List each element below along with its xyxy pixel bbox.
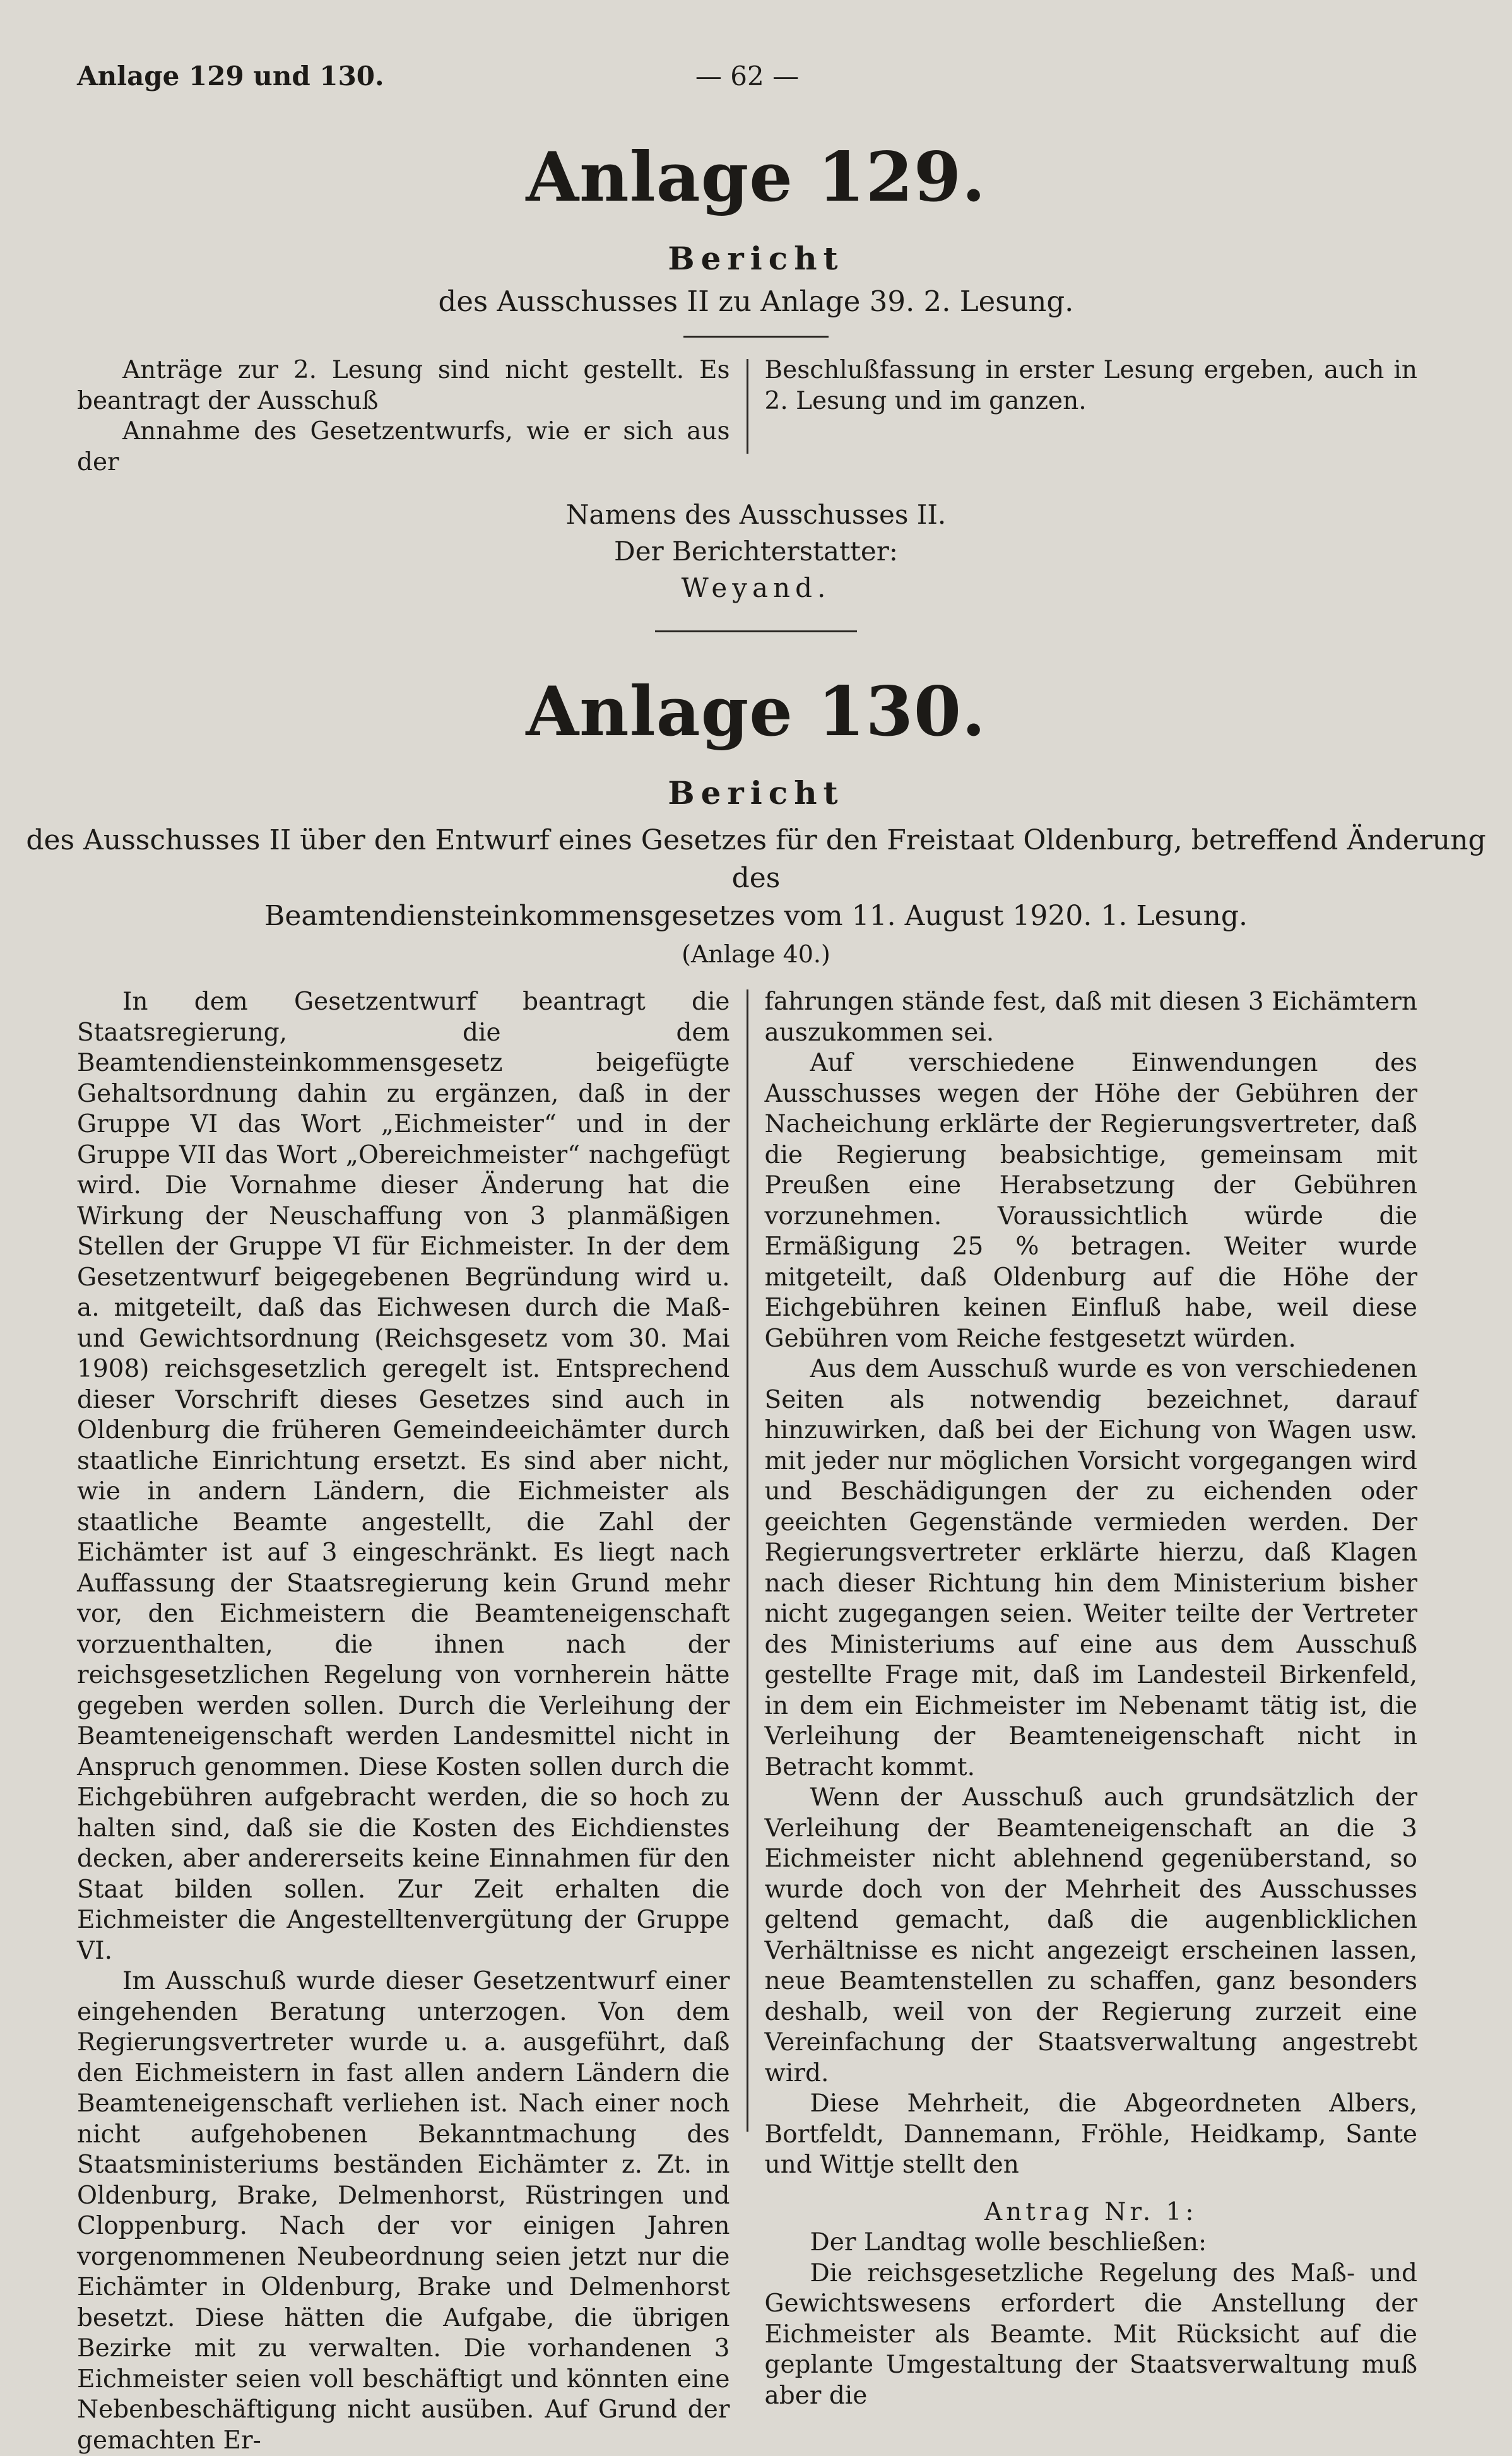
anlage-129-col-left xyxy=(77,355,730,478)
anlage-129-col-right xyxy=(765,355,1418,478)
paragraph: Auf verschiedene Einwendungen des Ausschusses wegen der Höhe der Gebühren der Nacheichung erklärte der Regierungsvertreter, daß die Regierung beabsichtige, gemeinsam mit Preußen eine Herabsetzung der Gebühren vorzunehmen. Voraussichtlich würde die Ermäßigung 25 % betragen. Weiter wurde mitgeteilt, daß Oldenburg auf die Höhe der Eichgebühren keinen Einfluß habe, weil diese Gebühren vom Reiche festgesetzt würden. xyxy=(764,1049,1417,1353)
running-header-left: Anlage 129 und 130. xyxy=(77,61,384,92)
paragraph: Diese Mehrheit, die Abgeordneten Albers, Bortfeldt, Dannemann, Fröhle, Heidkamp, Sante und Wittje stellt den xyxy=(764,2089,1417,2179)
divider-short xyxy=(683,336,829,338)
anlage-129-subtitle: des Ausschusses II zu Anlage 39. 2. Lesung. xyxy=(438,285,1074,318)
antrag-intro: Der Landtag wolle beschließen: xyxy=(810,2228,1207,2257)
paragraph: Aus dem Ausschuß wurde es von verschiedenen Seiten als notwendig bezeichnet, darauf hinzuwirken, daß bei der Eichung von Wagen usw. mit jeder nur möglichen Vorsicht vorgegangen wird und Beschädigungen der zu eichenden oder geeichten Gegenstände vermieden werden. Der Regierungsvertreter erklärte hierzu, daß Klagen nach dieser Richtung hin dem Ministerium bisher nicht zugegangen seien. Weiter teilte der Vertreter des Ministeriums auf eine aus dem Ausschuß gestellte Frage mit, daß im Landesteil Birkenfeld, in dem ein Eichmeister im Nebenamt tätig ist, die Verleihung der Beamteneigenschaft nicht in Betracht kommt. xyxy=(764,1355,1417,1781)
column-divider xyxy=(747,989,748,2132)
section-anlage-129 xyxy=(0,138,1512,632)
section-anlage-130 xyxy=(0,672,1512,2456)
paragraph: Annahme des Gesetzentwurfs, wie er sich aus der xyxy=(77,417,730,476)
anlage-129-signature xyxy=(0,497,1512,606)
paragraph: Anträge zur 2. Lesung sind nicht gestellt. Es beantragt der Ausschuß xyxy=(77,356,730,415)
subtitle-reference: (Anlage 40.) xyxy=(682,940,830,968)
anlage-129-title: Anlage 129. xyxy=(526,138,986,217)
anlage-129-bericht-heading: Bericht xyxy=(668,240,844,277)
antrag-heading: Antrag Nr. 1: xyxy=(984,2197,1198,2226)
antrag-text: Die reichsgesetzliche Regelung des Maß- und Gewichtswesens erfordert die Anstellung der Eichmeister als Beamte. Mit Rücksicht auf die geplante Umgestaltung der Staatsverwaltung muß aber die xyxy=(764,2258,1417,2410)
paragraph: Im Ausschuß wurde dieser Gesetzentwurf einer eingehenden Beratung unterzogen. Von dem Regierungsvertreter wurde u. a. ausgeführt, daß den Eichmeistern in fast allen andern Ländern die Beamteneigenschaft verliehen ist. Nach einer noch nicht aufgehobenen Bekanntmachung des Staatsministeriums beständen Eichämter z. Zt. in Oldenburg, Brake, Delmenhorst, Rüstringen und Cloppenburg. Nach der vor einigen Jahren vorgenommenen Neubeordnung seien jetzt nur die Eichämter in Oldenburg, Brake und Delmenhorst besetzt. Diese hätten die Aufgabe, die übrigen Bezirke mit zu verwalten. Die vorhandenen 3 Eichmeister seien voll beschäftigt und könnten eine Nebenbeschäftigung nicht ausüben. Auf Grund der gemachten Er- xyxy=(77,1967,730,2455)
page-number: — 62 — xyxy=(695,61,800,92)
paragraph: Beschlußfassung in erster Lesung ergeben, auch in 2. Lesung und im ganzen. xyxy=(764,356,1417,415)
anlage-130-title: Anlage 130. xyxy=(526,672,986,752)
signature-line: Der Berichterstatter: xyxy=(614,536,898,567)
paragraph: In dem Gesetzentwurf beantragt die Staatsregierung, die dem Beamtendiensteinkommensgesetz beigefügte Gehaltsordnung dahin zu ergänzen, daß in der Gruppe VI das Wort „Eichmeister“ und in der Gruppe VII das Wort „Obereichmeister“ nachgefügt wird. Die Vornahme dieser Änderung hat die Wirkung der Neuschaffung von 3 planmäßigen Stellen der Gruppe VI für Eichmeister. In der dem Gesetzentwurf beigegebenen Begründung wird u. a. mitgeteilt, daß das Eichwesen durch die Maß- und Gewichtsordnung (Reichsgesetz vom 30. Mai 1908) reichsgesetzlich geregelt ist. Entsprechend dieser Vorschrift dieses Gesetzes sind auch in Oldenburg die früheren Gemeindeeichämter durch staatliche Einrichtung ersetzt. Es sind aber nicht, wie in andern Ländern, die Eichmeister als staatliche Beamte angestellt, die Zahl der Eichämter ist auf 3 eingeschränkt. Es liegt nach Auffassung der Staatsregierung kein Grund mehr vor, den Eichmeistern die Beamteneigenschaft vorzuenthalten, die ihnen nach der reichsgesetzlichen Regelung von vornherein hätte gegeben werden sollen. Durch die Verleihung der Beamteneigenschaft werden Landesmittel nicht in Anspruch genommen. Diese Kosten sollen durch die Eichgebühren aufgebracht werden, die so hoch zu halten sind, daß sie die Kosten des Eichdienstes decken, aber andererseits keine Einnahmen für den Staat bilden sollen. Zur Zeit erhalten die Eichmeister die Angestelltenvergütung der Gruppe VI. xyxy=(77,988,730,1965)
anlage-130-body xyxy=(77,987,1417,2456)
paragraph: Wenn der Ausschuß auch grundsätzlich der Verleihung der Beamteneigenschaft an die 3 Eichmeister nicht ablehnend gegenüberstand, so wurde doch von der Mehrheit des Ausschusses geltend gemacht, daß die augenblicklichen Verhältnisse es nicht angezeigt erscheinen lassen, neue Beamtenstellen zu schaffen, ganz besonders deshalb, weil von der Regierung zurzeit eine Vereinfachung der Staatsverwaltung angestrebt wird. xyxy=(764,1783,1417,2087)
divider-section xyxy=(655,630,857,632)
subtitle-line: des Ausschusses II über den Entwurf eines Gesetzes für den Freistaat Oldenburg, betreffend Änderung des xyxy=(26,824,1486,894)
anlage-130-subtitle xyxy=(0,822,1512,973)
anlage-130-bericht-heading: Bericht xyxy=(668,774,844,812)
signature-name: Weyand. xyxy=(681,572,831,603)
anlage-130-col-left xyxy=(77,987,730,2456)
anlage-129-body xyxy=(77,355,1417,478)
signature-line: Namens des Ausschusses II. xyxy=(565,499,947,530)
column-divider xyxy=(747,359,748,454)
running-header xyxy=(77,61,1417,98)
paragraph: fahrungen stände fest, daß mit diesen 3 Eichämtern auszukommen sei. xyxy=(764,988,1417,1047)
subtitle-line: Beamtendiensteinkommensgesetzes vom 11. August 1920. 1. Lesung. xyxy=(264,900,1248,932)
anlage-130-col-right xyxy=(765,987,1418,2456)
